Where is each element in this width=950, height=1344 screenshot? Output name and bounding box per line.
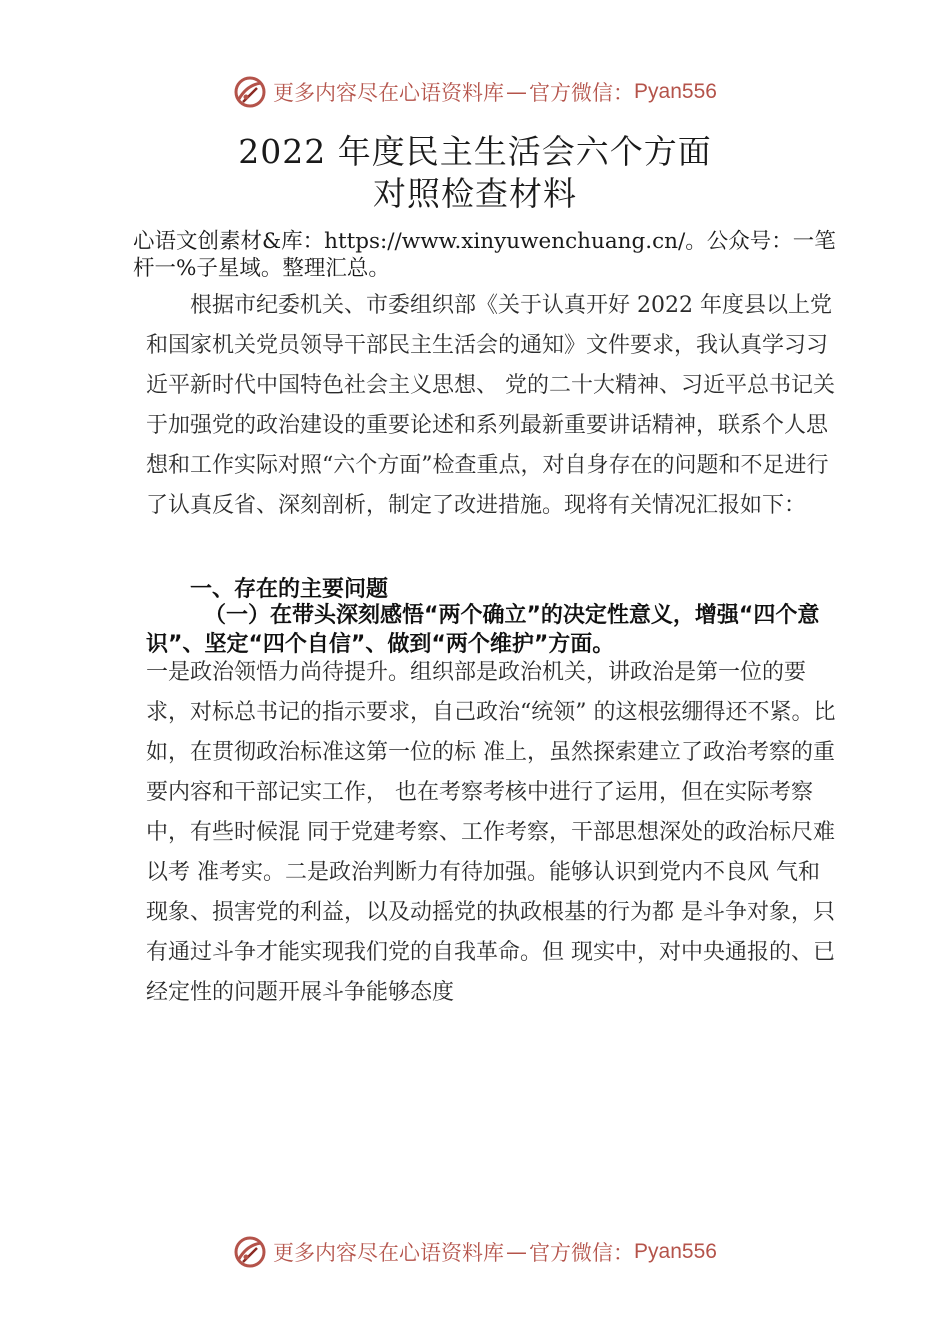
- watermark-wechat-label: 官方微信：: [529, 1241, 635, 1265]
- pen-seal-logo-icon: [233, 1235, 267, 1269]
- document-title-line2: 对照检查材料: [373, 174, 577, 213]
- watermark-wechat-id: Pyan556: [634, 1240, 717, 1263]
- subsection-heading: （一）在带头深刻感悟“两个确立”的决定性意义，增强“四个意识”、坚定“四个自信”、做到“两个维护”方面。: [146, 603, 820, 657]
- watermark-separator: —: [506, 1240, 528, 1264]
- document-title-line1: 2022 年度民主生活会六个方面: [238, 132, 712, 171]
- footer-watermark: [0, 1232, 950, 1272]
- watermark-wechat-id: Pyan556: [634, 80, 717, 103]
- pen-seal-logo-icon: [233, 75, 267, 109]
- watermark-text: 更多内容尽在心语资料库: [273, 81, 505, 105]
- watermark-wechat-label: 官方微信：: [529, 81, 635, 105]
- intro-paragraph: 根据市纪委机关、市委组织部《关于认真开好 2022 年度县以上党和国家机关党员领导干部民主生活会的通知》文件要求，我认真学习习近平新时代中国特色社会主义思想、 党的二十大精神、习近平总书记关于加强党的政治建设的重要论述和系列最新重要讲话精神，联系个人思想和工作实际对照“六个方面”检查重点，对自身存在的问题和不足进行了认真反省、深刻剖析，制定了改进措施。现将有关情况汇报如下：: [146, 293, 835, 518]
- source-line: 心语文创素材&库：https://www.xinyuwenchuang.cn/。公众号：一笔杆一%子星域。整理汇总。: [133, 229, 836, 281]
- watermark-text: 更多内容尽在心语资料库: [273, 1241, 505, 1265]
- subsection-body: 一是政治领悟力尚待提升。组织部是政治机关，讲政治是第一位的要求，对标总书记的指示要求，自己政治“统领” 的这根弦绷得还不紧。比如，在贯彻政治标准这第一位的标 准上，虽然探索建立了政治考察的重要内容和干部记实工作， 也在考察考核中进行了运用，但在实际考察中，有些时候混 同于党建考察、工作考察，干部思想深处的政治标尺难以考 准考实。二是政治判断力有待加强。能够认识到党内不良风 气和现象、损害党的利益，以及动摇党的执政根基的行为都 是斗争对象，只有通过斗争才能实现我们党的自我革命。但 现实中，对中央通报的、已经定性的问题开展斗争能够态度: [146, 660, 836, 1005]
- section-heading: 一、存在的主要问题: [190, 577, 389, 602]
- header-watermark: [0, 72, 950, 112]
- watermark-separator: —: [506, 80, 528, 104]
